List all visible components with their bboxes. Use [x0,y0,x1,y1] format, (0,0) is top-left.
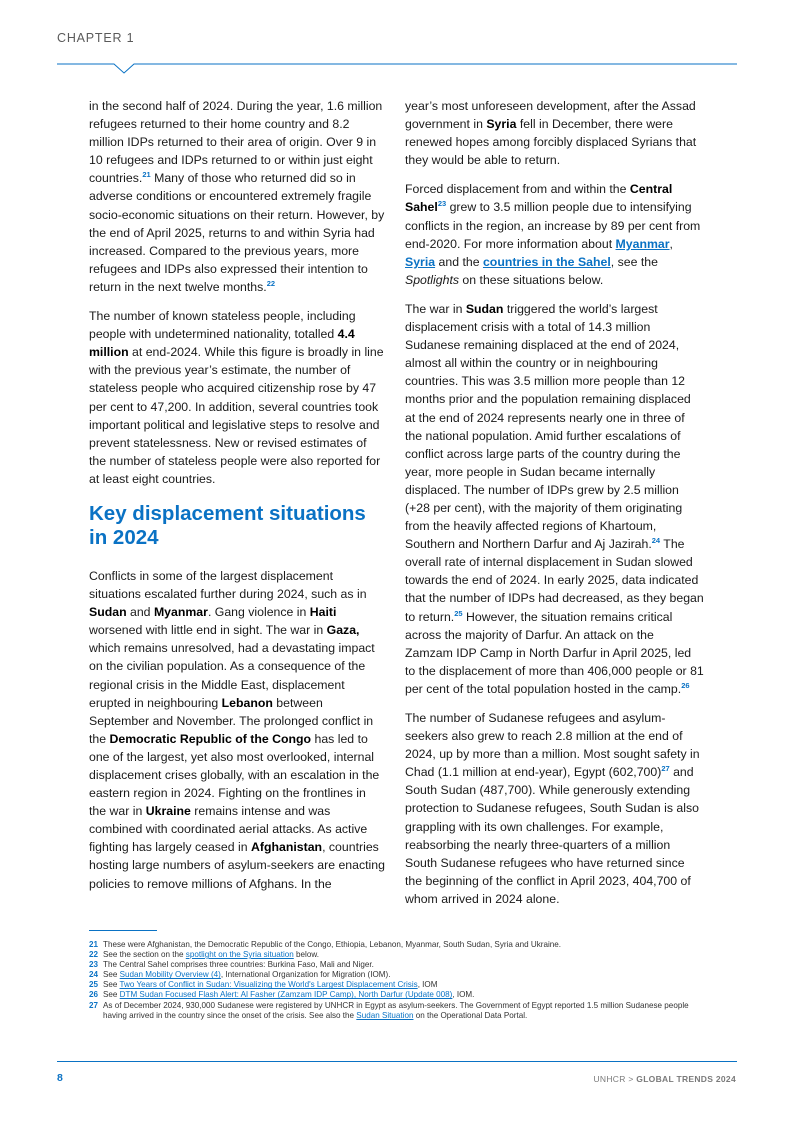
footnote: 25 See Two Years of Conflict in Sudan: Visualizing the World's Largest Displacement Crisis, IOM [89,980,438,990]
footnote-link[interactable]: spotlight on the Syria situation [185,950,294,960]
paragraph: year’s most unforeseen development, after the Assad government in Syria fell in December, there were renewed hopes among forcibly displaced Syrians that they would be able to return. [405,99,697,168]
syria-link[interactable]: Syria [405,254,436,269]
footnote: 27 As of December 2024, 930,000 Sudanese were registered by UNHCR in Egypt as asylum-seekers. The Government of Egypt reported 1.5 million Sudanese people having arrived in the country since the onset of the crisis. See also the Sudan Situation on the Operational Data Portal. [89,1000,689,1020]
paragraph: The war in Sudan triggered the world’s largest displacement crisis with a total of 14.3 million Sudanese remaining displaced at the end of 2024, almost all within the country or in neighbouring countries. This was 3.5 million more people than 12 months prior and the population remaining displaced at the end of 2024 represents nearly one in three of the national population. Amid further escalations of conflict across large parts of the country during the year, more people in Sudan became internally displaced. The number of IDPs grew by 2.5 million (+28 per cent), with the majority of them originating from the heavily affected regions of Khartoum, Southern and Northern Darfur and Aj Jazirah.$^{24}$ The overall rate of internal displacement in Sudan slowed towards the end of 2024. In early 2025, data indicated that the number of IDPs had decreased, as they began to return.$^{25}$ However, the situation remains critical across the majority of Darfur. An attack on the Zamzam IDP Camp in North Darfur in April 2025, led to the displacement of more than 406,000 people or 81 per cent of the total population hosted in the camp.$^{26}$ [405,301,704,696]
left-column [89,97,386,904]
footnote-link[interactable]: DTM Sudan Focused Flash Alert: Al Fasher (Zamzam IDP Camp), North Darfur (Update 008) [119,990,453,1000]
footnote: 26 See DTM Sudan Focused Flash Alert: Al Fasher (Zamzam IDP Camp), North Darfur (Update 008), IOM. [89,990,475,1000]
right-column [405,97,704,919]
footnote-ref[interactable]: 26 [681,680,690,690]
footnote-ref[interactable]: 24 [651,536,661,546]
running-footer: UNHCR > GLOBAL TRENDS 2024 [593,1074,736,1084]
footnote-divider [89,930,157,931]
footnote-ref[interactable]: 22 [266,278,276,288]
footnote-link[interactable]: Sudan Situation [356,1010,414,1020]
paragraph: Forced displacement from and within the Central Sahel$^{23}$ grew to 3.5 million people due to intensifying conflicts in the region, an increase by 89 per cent from end-2020. For more information about Myanmar, Syria and the countries in the Sahel, see the Spotlights on these situations below. [405,182,701,287]
paragraph: The number of Sudanese refugees and asylum-seekers also grew to reach 2.8 million at the end of 2024, up by more than a million. Most sought safety in Chad (1.1 million at end-year), Egypt (602,700)$^{27}$ and South Sudan (487,700). While generously extending protection to Sudanese refugees, South Sudan is also grappling with its own challenges. For example, reabsorbing the nearly three-quarters of a million South Sudanese refugees who have returned since the beginning of the conflict in April 2023, 404,700 of whom arrived in 2024 alone. [405,711,700,906]
paragraph: The number of known stateless people, including people with undetermined nationality, totalled 4.4 million at end-2024. While this figure is broadly in line with the previous year’s estimate, the number of stateless people who acquired citizenship rose by 47 per cent to 47,200. In addition, several countries took important political and legislative steps to resolve and prevent statelessness. New or revised estimates of the number of stateless people were also reported for at least eight countries. [89,309,384,486]
section-heading: Key displacement situations in 2024 [89,501,366,549]
footnote: 24 See Sudan Mobility Overview (4), International Organization for Migration (IOM). [89,970,391,980]
footnote-ref[interactable]: 25 [454,608,463,618]
chapter-label: CHAPTER 1 [57,31,135,45]
myanmar-link[interactable]: Myanmar [615,236,670,251]
footer-rule [57,1061,737,1062]
footnote: 21 These were Afghanistan, the Democratic Republic of the Congo, Ethiopia, Lebanon, Myanmar, South Sudan, Syria and Ukraine. [89,940,562,949]
footnote: 23 The Central Sahel comprises three countries: Burkina Faso, Mali and Niger. [89,960,374,970]
footnote-ref[interactable]: 27 [661,764,670,774]
paragraph: Conflicts in some of the largest displacement situations escalated further during 2024, such as in Sudan and Myanmar. Gang violence in Haiti worsened with little end in sight. The war in Gaza, which remains unresolved, had a devastating impact on the civilian population. As a consequence of the regional crisis in the Middle East, displacement erupted in neighbouring Lebanon between September and November. The prolonged conflict in the Democratic Republic of the Congo has led to one of the largest, yet also most overlooked, internal displacement crises globally, with an escalation in the eastern region in 2024. Fighting on the frontlines in the war in Ukraine remains intense and was combined with coordinated aerial attacks. As active fighting has largely ceased in Afghanistan, countries hosting large numbers of asylum-seekers are enacting policies to remove millions of Afghans. In the [89,568,385,891]
header-rule [57,0,737,80]
footnote-link[interactable]: Two Years of Conflict in Sudan: Visualizing the World's Largest Displacement Crisis [119,980,418,990]
footnote-link[interactable]: Sudan Mobility Overview (4) [119,970,221,980]
page-number: 8 [57,1072,63,1084]
footnote-ref[interactable]: 23 [437,199,447,209]
paragraph: in the second half of 2024. During the year, 1.6 million refugees returned to their home country and 8.2 million IDPs returned to their area of origin. Over 9 in 10 refugees and IDPs returned to or within just eight countries.$^{21}$ Many of those who returned did so in adverse conditions or encountered extremely fragile socio-economic situations on their return. However, by the end of April 2025, returns to and within Syria had increased. Compared to the previous years, more refugees and IDPs also expressed their intention to return in the next twelve months.$^{22}$ [89,99,385,294]
footnote-ref[interactable]: 21 [142,170,151,180]
footnotes [89,940,709,1021]
footnote: 22 See the section on the spotlight on the Syria situation below. [89,950,319,960]
sahel-link[interactable]: countries in the Sahel [482,254,611,269]
